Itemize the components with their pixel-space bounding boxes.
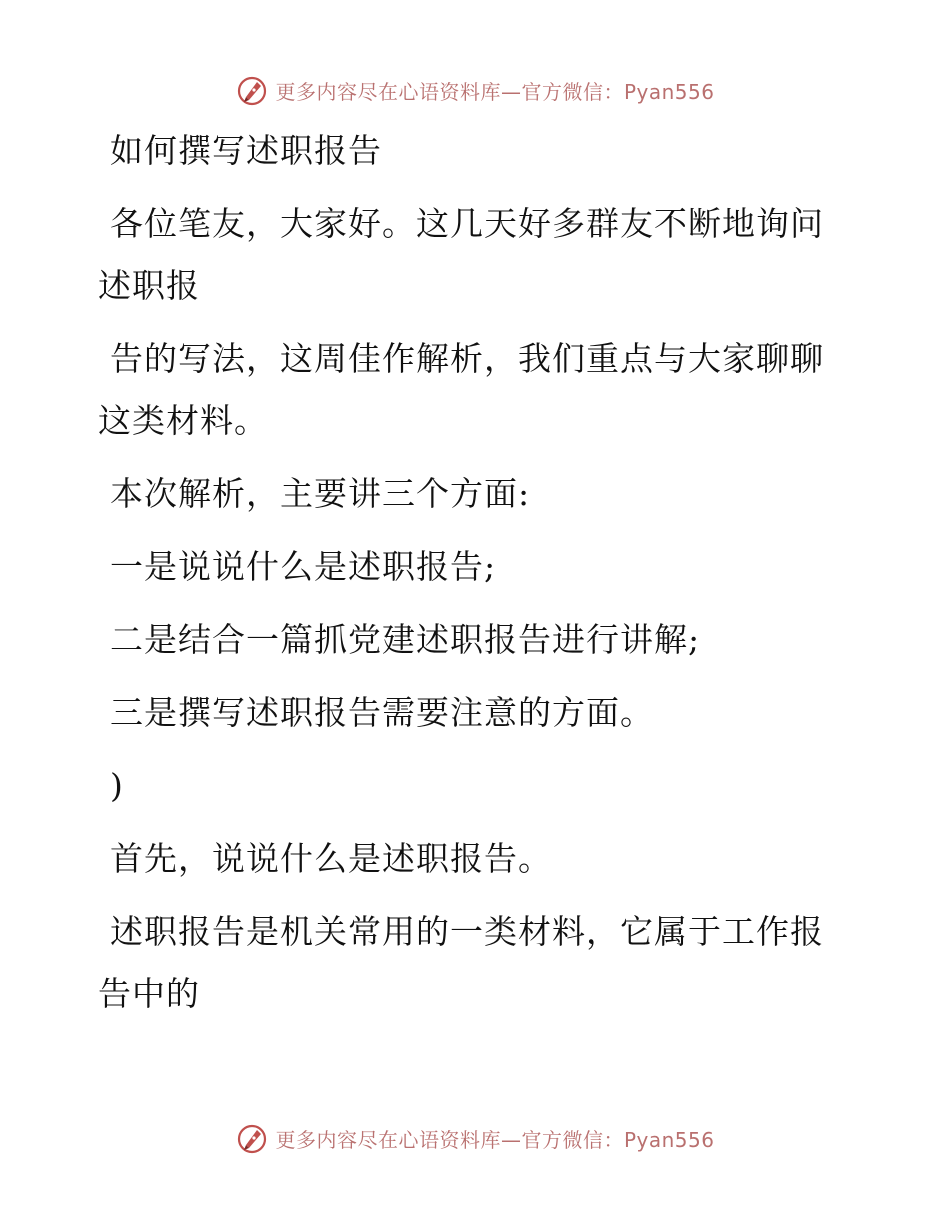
paragraph: 一是说说什么是述职报告;	[110, 547, 497, 586]
banner-text: 更多内容尽在心语资料库—官方微信：Pyan556	[275, 1127, 715, 1152]
fountain-pen-nib-icon	[235, 1121, 269, 1155]
banner-text: 更多内容尽在心语资料库—官方微信：Pyan556	[275, 79, 715, 104]
document-title: 如何撰写述职报告	[110, 131, 382, 170]
paragraph: 告的写法，这周佳作解析，我们重点与大家聊聊这类材料。	[98, 339, 824, 440]
footer-banner	[0, 1118, 950, 1158]
paragraph: 二是结合一篇抓党建述职报告进行讲解;	[110, 620, 701, 659]
paragraph: 述职报告是机关常用的一类材料，它属于工作报告中的	[98, 912, 824, 1013]
paragraph: )	[110, 766, 124, 805]
paragraph: 本次解析，主要讲三个方面:	[110, 474, 531, 513]
paragraph: 首先，说说什么是述职报告。	[110, 839, 552, 878]
document-body	[98, 120, 833, 1036]
fountain-pen-nib-icon	[235, 73, 269, 107]
paragraph: 三是撰写述职报告需要注意的方面。	[110, 693, 654, 732]
header-banner	[0, 70, 950, 110]
paragraph: 各位笔友，大家好。这几天好多群友不断地询问述职报	[98, 204, 824, 305]
